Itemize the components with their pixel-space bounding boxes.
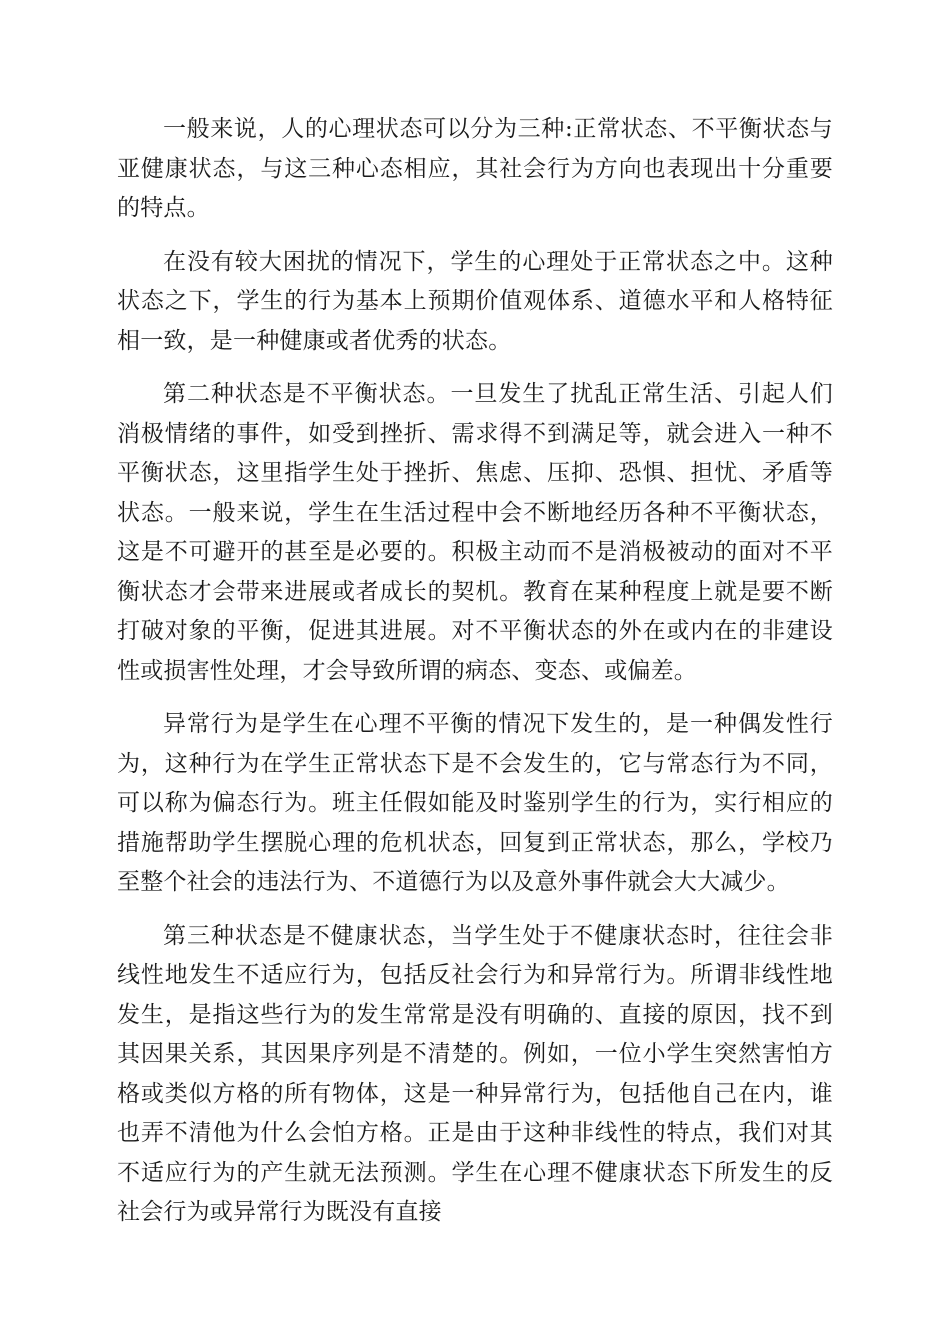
paragraph-3: 第二种状态是不平衡状态。一旦发生了扰乱正常生活、引起人们消极情绪的事件，如受到挫折、需求得不到满足等，就会进入一种不平衡状态，这里指学生处于挫折、焦虑、压抑、恐惧、担忧、矛盾等状态。一般来说，学生在生活过程中会不断地经历各种不平衡状态，这是不可避开的甚至是必要的。积极主动而不是消极被动的面对不平衡状态才会带来进展或者成长的契机。教育在某种程度上就是要不断打破对象的平衡，促进其进展。对不平衡状态的外在或内在的非建设性或损害性处理，才会导致所谓的病态、变态、或偏差。 (117, 381, 833, 684)
paragraph-4: 异常行为是学生在心理不平衡的情况下发生的，是一种偶发性行为，这种行为在学生正常状态下是不会发生的，它与常态行为不同，可以称为偏态行为。班主任假如能及时鉴别学生的行为，实行相应的措施帮助学生摆脱心理的危机状态，回复到正常状态，那么，学校乃至整个社会的违法行为、不道德行为以及意外事件就会大大减少。 (117, 711, 833, 895)
document-body (117, 110, 833, 1247)
paragraph-2: 在没有较大困扰的情况下，学生的心理处于正常状态之中。这种状态之下，学生的行为基本上预期价值观体系、道德水平和人格特征相一致，是一种健康或者优秀的状态。 (117, 248, 833, 354)
paragraph-1: 一般来说，人的心理状态可以分为三种:正常状态、不平衡状态与亚健康状态，与这三种心态相应，其社会行为方向也表现出十分重要的特点。 (117, 116, 833, 221)
paragraph-5: 第三种状态是不健康状态，当学生处于不健康状态时，往往会非线性地发生不适应行为，包括反社会行为和异常行为。所谓非线性地发生，是指这些行为的发生常常是没有明确的、直接的原因，找不到其因果关系，其因果序列是不清楚的。例如，一位小学生突然害怕方格或类似方格的所有物体，这是一种异常行为，包括他自己在内，谁也弄不清他为什么会怕方格。正是由于这种非线性的特点，我们对其不适应行为的产生就无法预测。学生在心理不健康状态下所发生的反社会行为或异常行为既没有直接 (117, 922, 833, 1225)
